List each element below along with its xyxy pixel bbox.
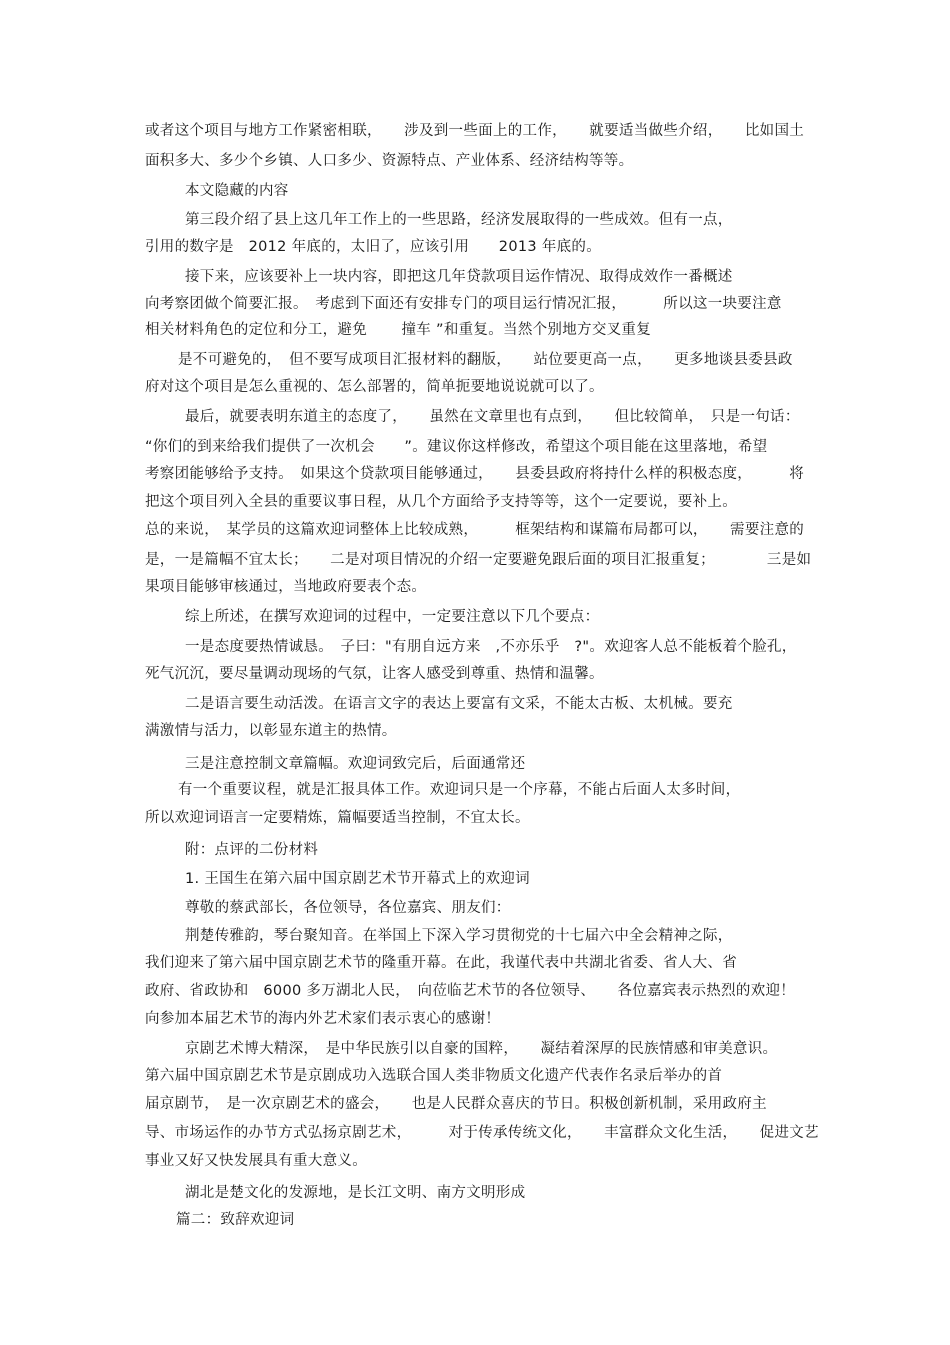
text-line: 府对这个项目是怎么重视的、怎么部署的，简单扼要地说说就可以了。: [145, 379, 604, 395]
text-line: 果项目能够审核通过，当地政府要表个态。: [145, 579, 427, 595]
section-heading: 篇二：致辞欢迎词: [176, 1212, 295, 1228]
text-line: 死气沉沉，要尽量调动现场的气氛，让客人感受到尊重、热情和温馨。: [145, 666, 604, 682]
text-line: “你们的到来给我们提供了一次机会 ”。建议你这样修改，希望这个项目能在这里落地，希望: [145, 439, 768, 455]
text-line: 引用的数字是 2012 年底的，太旧了，应该引用 2013 年底的。: [145, 239, 602, 255]
text-line: 考察团能够给予支持。 如果这个贷款项目能够通过， 县委县政府将持什么样的积极态度， 将: [145, 466, 805, 482]
text-line: 湖北是楚文化的发源地，是长江文明、南方文明形成: [185, 1185, 526, 1201]
text-line: 向考察团做个简要汇报。 考虑到下面还有安排专门的项目运行情况汇报， 所以这一块要注意: [145, 296, 782, 312]
text-line: 有一个重要议程，就是汇报具体工作。欢迎词只是一个序幕，不能占后面人太多时间，: [178, 782, 741, 798]
text-line: 事业又好又快发展具有重大意义。: [145, 1153, 367, 1169]
text-line: 是，一是篇幅不宜太长； 二是对项目情况的介绍一定要避免跟后面的项目汇报重复； 三是如: [145, 552, 812, 568]
text-line: 二是语言要生动活泼。在语言文字的表达上要富有文采，不能太古板、太机械。要充: [185, 696, 733, 712]
text-line: 政府、省政协和 6000 多万湖北人民， 向莅临艺术节的各位领导、 各位嘉宾表示热烈的欢迎！: [145, 983, 796, 999]
text-line: 是不可避免的， 但不要写成项目汇报材料的翻版， 站位要更高一点， 更多地谈县委县政: [178, 352, 793, 368]
text-line: 三是注意控制文章篇幅。欢迎词致完后，后面通常还: [185, 756, 526, 772]
text-line: 1. 王国生在第六届中国京剧艺术节开幕式上的欢迎词: [185, 871, 530, 887]
text-line: 综上所述，在撰写欢迎词的过程中，一定要注意以下几个要点：: [185, 609, 600, 625]
text-line: 届京剧节， 是一次京剧艺术的盛会， 也是人民群众喜庆的节日。积极创新机制，采用政府主: [145, 1096, 767, 1112]
text-line: 或者这个项目与地方工作紧密相联， 涉及到一些面上的工作， 就要适当做些介绍， 比如国土: [145, 123, 805, 139]
text-line: 向参加本届艺术节的海内外艺术家们表示衷心的感谢！: [145, 1011, 501, 1027]
text-line: 接下来，应该要补上一块内容，即把这几年贷款项目运作情况、取得成效作一番概述: [185, 269, 733, 285]
text-line: 所以欢迎词语言一定要精炼，篇幅要适当控制，不宜太长。: [145, 810, 530, 826]
text-line: 附：点评的二份材料: [185, 842, 319, 858]
text-line: 把这个项目列入全县的重要议事日程，从几个方面给予支持等等，这个一定要说，要补上。: [145, 494, 737, 510]
text-line: 我们迎来了第六届中国京剧艺术节的隆重开幕。在此，我谨代表中共湖北省委、省人大、省: [145, 955, 737, 971]
text-line: 第三段介绍了县上这几年工作上的一些思路，经济发展取得的一些成效。但有一点，: [185, 212, 733, 228]
text-line: 导、市场运作的办节方式弘扬京剧艺术， 对于传承传统文化， 丰富群众文化生活， 促进文艺: [145, 1125, 819, 1141]
text-line: 最后，就要表明东道主的态度了， 虽然在文章里也有点到， 但比较简单， 只是一句话：: [185, 409, 800, 425]
text-line: 一是态度要热情诚恳。 子曰："有朋自远方来 ,不亦乐乎 ?"。欢迎客人总不能板着个脸孔，: [185, 639, 797, 655]
text-line: 尊敬的蔡武部长，各位领导，各位嘉宾、朋友们：: [185, 900, 511, 916]
text-line: 相关材料角色的定位和分工，避免 撞车 ”和重复。当然个别地方交叉重复: [145, 322, 652, 338]
text-line: 总的来说， 某学员的这篇欢迎词整体上比较成熟， 框架结构和谋篇布局都可以， 需要注意的: [145, 522, 805, 538]
text-line: 京剧艺术博大精深， 是中华民族引以自豪的国粹， 凝结着深厚的民族情感和审美意识。: [185, 1041, 778, 1057]
text-line: 面积多大、多少个乡镇、人口多少、资源特点、产业体系、经济结构等等。: [145, 153, 634, 169]
text-line: 第六届中国京剧艺术节是京剧成功入选联合国人类非物质文化遗产代表作名录后举办的首: [145, 1068, 723, 1084]
text-line: 荆楚传雅韵，琴台聚知音。在举国上下深入学习贯彻党的十七届六中全会精神之际，: [185, 928, 733, 944]
text-line: 本文隐藏的内容: [185, 183, 289, 199]
text-line: 满激情与活力，以彰显东道主的热情。: [145, 723, 397, 739]
